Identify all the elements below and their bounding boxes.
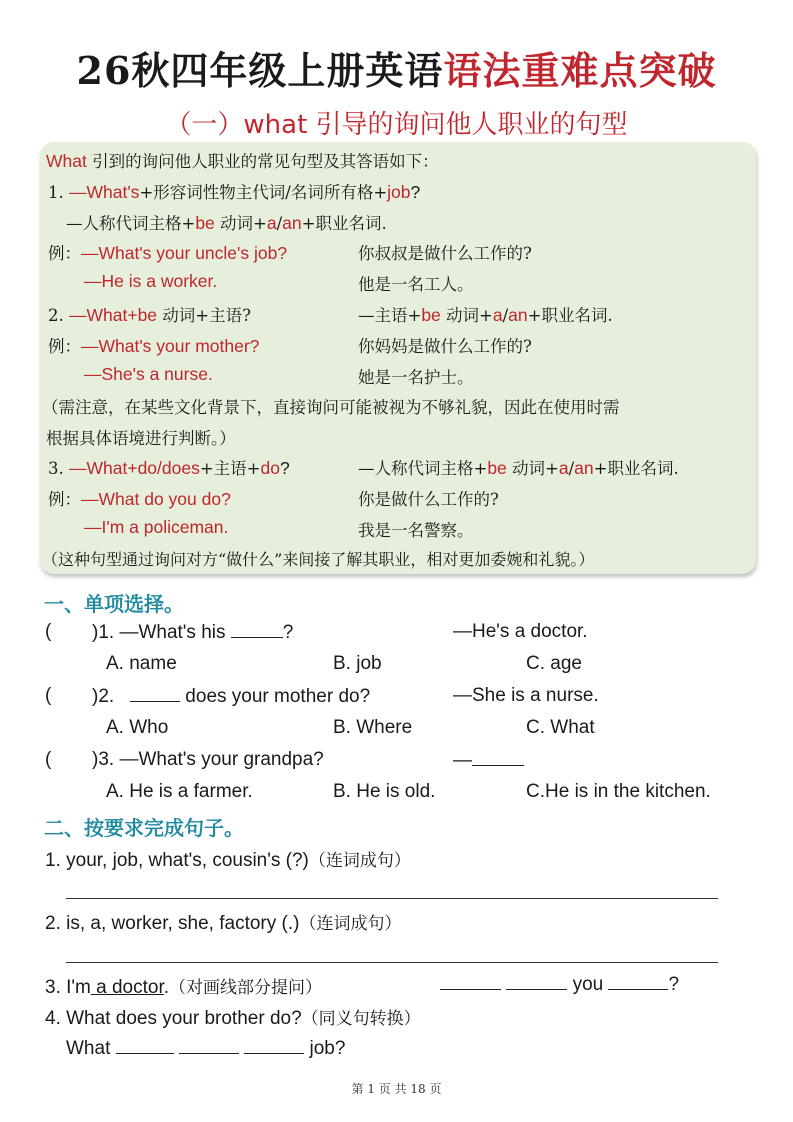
q1-paren: (: [45, 621, 52, 642]
q3-option-b[interactable]: B. He is old.: [333, 781, 436, 802]
s1-prompt: 1. your, job, what's, cousin's (?)（连词成句）: [45, 850, 411, 871]
s4-blank-3[interactable]: [244, 1037, 304, 1054]
q1-option-a[interactable]: A. name: [106, 653, 177, 674]
note-2: （这种句型通过询问对方“做什么”来间接了解其职业，相对更加委婉和礼貌。）: [42, 550, 595, 569]
q2-response: —She is a nurse.: [453, 685, 599, 706]
example-1-answer-cn: 他是一名工人。: [358, 275, 474, 294]
title-red: 语法重难点突破: [443, 48, 717, 93]
q2-question: )2. does your mother do?: [92, 686, 371, 707]
pattern-3-reply: —人称代词主格+be 动词+a/an+职业名词.: [358, 458, 679, 478]
s3-answer: you ?: [440, 973, 679, 996]
q2-option-c[interactable]: C. What: [526, 717, 595, 738]
example-1-answer: —He is a worker.: [84, 271, 218, 291]
example-3-answer-cn: 我是一名警察。: [358, 521, 474, 540]
s3-prompt: 3. I'm a doctor.（对画线部分提问）: [45, 977, 323, 998]
pattern-1: 1. —What's+形容词性物主代词/名词所有格+job?: [48, 182, 421, 202]
q2-paren: (: [45, 685, 52, 706]
example-2-question: 例：—What's your mother?: [48, 336, 260, 356]
s4-answer: What job?: [66, 1038, 346, 1059]
s1-answer-line[interactable]: [66, 898, 718, 899]
q1-question: )1. —What's his ?: [92, 622, 294, 643]
example-3-question-cn: 你是做什么工作的?: [358, 490, 499, 509]
example-2-question-cn: 你妈妈是做什么工作的?: [358, 337, 532, 356]
note-1-line-1: （需注意，在某些文化背景下，直接询问可能被视为不够礼貌，因此在使用时需: [42, 398, 620, 417]
q3-response: —: [453, 749, 524, 772]
q3-option-c[interactable]: C.He is in the kitchen.: [526, 781, 711, 802]
q2-option-b[interactable]: B. Where: [333, 717, 413, 738]
example-1-question-cn: 你叔叔是做什么工作的?: [358, 244, 532, 263]
q1-response: —He's a doctor.: [453, 621, 588, 642]
s2-prompt: 2. is, a, worker, she, factory (.)（连词成句）: [45, 913, 402, 934]
s4-prompt: 4. What does your brother do?（同义句转换）: [45, 1008, 421, 1029]
q2-blank[interactable]: [130, 685, 180, 702]
page-footer: 第 1 页 共 18 页: [351, 1082, 442, 1096]
s2-answer-line[interactable]: [66, 962, 718, 963]
pattern-2: 2. —What+be 动词+主语?: [48, 305, 251, 325]
example-3-question: 例：—What do you do?: [48, 489, 231, 509]
example-2-answer: —She's a nurse.: [84, 364, 213, 384]
pattern-1-reply: —人称代词主格+be 动词+a/an+职业名词.: [66, 213, 387, 233]
q1-blank[interactable]: [231, 621, 283, 638]
q1-option-b[interactable]: B. job: [333, 653, 382, 674]
example-3-answer: —I'm a policeman.: [84, 517, 229, 537]
note-1-line-2: 根据具体语境进行判断。）: [46, 429, 236, 448]
box-intro: What 引到的询问他人职业的常见句型及其答语如下：: [46, 151, 439, 171]
section-1-heading: 一、单项选择。: [44, 592, 184, 616]
page-title: [0, 40, 793, 95]
pattern-3: 3. —What+do/does+主语+do?: [48, 458, 290, 478]
q3-paren: (: [45, 749, 52, 770]
q3-question: )3. —What's your grandpa?: [92, 749, 324, 770]
example-2-answer-cn: 她是一名护士。: [358, 368, 474, 387]
q2-option-a[interactable]: A. Who: [106, 717, 169, 738]
pattern-2-reply: —主语+be 动词+a/an+职业名词.: [358, 305, 613, 325]
q3-option-a[interactable]: A. He is a farmer.: [106, 781, 253, 802]
example-1-question: 例：—What's your uncle's job?: [48, 243, 288, 263]
section-2-heading: 二、按要求完成句子。: [44, 816, 244, 840]
s3-blank-2[interactable]: [506, 973, 567, 990]
q1-option-c[interactable]: C. age: [526, 653, 582, 674]
q3-blank[interactable]: [472, 749, 524, 766]
s4-blank-2[interactable]: [179, 1037, 239, 1054]
s4-blank-1[interactable]: [116, 1037, 174, 1054]
title-black: 26秋四年级上册英语: [76, 48, 444, 93]
page-subtitle: （一）what 引导的询问他人职业的句型: [165, 110, 628, 140]
s3-blank-3[interactable]: [608, 973, 668, 990]
s3-blank-1[interactable]: [440, 973, 501, 990]
